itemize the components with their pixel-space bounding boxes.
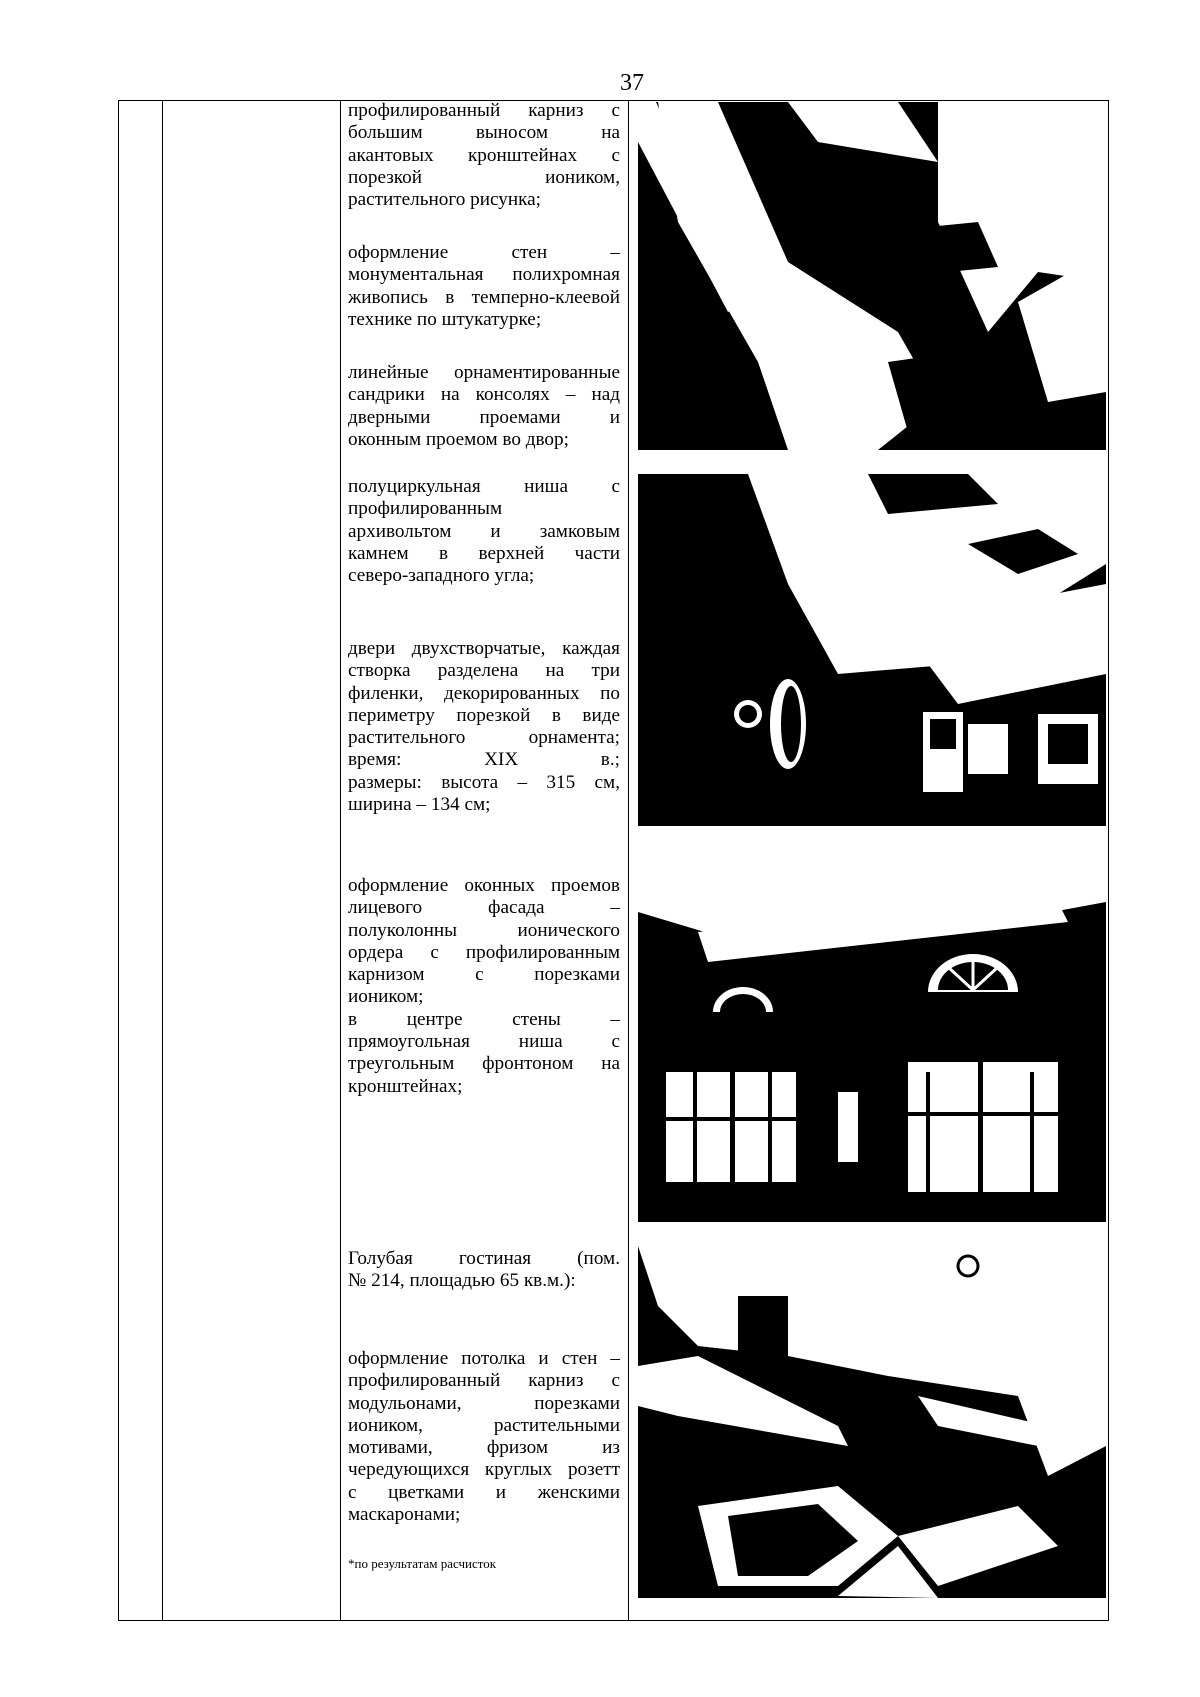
text-line: створка разделена на три <box>348 660 620 682</box>
paragraph-cornice <box>348 100 620 211</box>
text-line: живопись в темперно-клеевой <box>348 286 620 308</box>
text-line: акантовых кронштейнах с <box>348 144 620 166</box>
text-line: чередующихся круглых розетт <box>348 1459 620 1481</box>
text-line: северо-западного угла; <box>348 565 535 587</box>
text-line: маскаронами; <box>348 1504 461 1526</box>
paragraph-ceiling <box>348 1348 620 1526</box>
paragraph-walls <box>348 242 620 331</box>
text-line: мотивами, фризом из <box>348 1437 620 1459</box>
text-line: камнем в верхней части <box>348 542 620 564</box>
text-line: оформление потолка и стен – <box>348 1348 620 1369</box>
column-divider-1 <box>162 100 163 1621</box>
text-line: лицевого фасада – <box>348 897 620 919</box>
column-divider-2 <box>340 100 341 1621</box>
text-line: оформление оконных проемов <box>348 875 620 896</box>
text-line: линейные орнаментированные <box>348 362 620 383</box>
page-number: 37 <box>620 70 644 96</box>
text-line: треугольным фронтоном на <box>348 1053 620 1075</box>
text-line: оформление стен – <box>348 242 620 263</box>
text-line: иоником, растительными <box>348 1414 620 1436</box>
text-line: сандрики на консолях – над <box>348 384 620 406</box>
text-line: с цветками и женскими <box>348 1481 620 1503</box>
photo-windows <box>638 872 1106 1222</box>
text-line: размеры: высота – 315 см, <box>348 771 620 793</box>
text-line: иоником; <box>348 986 424 1008</box>
column-divider-3 <box>628 100 629 1621</box>
paragraph-blue-room <box>348 1248 620 1293</box>
text-line: профилированный карниз с <box>348 100 620 121</box>
paragraph-niche <box>348 476 620 587</box>
text-line: технике по штукатурке; <box>348 308 542 330</box>
footnote: *по результатам расчисток <box>348 1556 497 1571</box>
text-line: монументальная полихромная <box>348 264 620 286</box>
text-line: профилированным <box>348 498 503 520</box>
text-line: большим выносом на <box>348 122 620 144</box>
text-line: полуколонны ионического <box>348 919 620 941</box>
photo-blue-room-ceiling <box>638 1246 1106 1598</box>
text-line: кронштейнах; <box>348 1075 463 1097</box>
text-line: карнизом с порезками <box>348 964 620 986</box>
text-line: ширина – 134 см; <box>348 794 491 816</box>
text-line: ордера с профилированным <box>348 941 620 963</box>
text-line: двери двухстворчатые, каждая <box>348 638 620 659</box>
text-line: филенки, декорированных по <box>348 682 620 704</box>
text-line: полуциркульная ниша с <box>348 476 620 497</box>
text-line: № 214, площадью 65 кв.м.): <box>348 1270 576 1292</box>
text-line: модульонами, порезками <box>348 1392 620 1414</box>
text-line: периметру порезкой в виде <box>348 704 620 726</box>
text-line: дверными проемами и <box>348 406 620 428</box>
paragraph-windows <box>348 875 620 1098</box>
text-line: прямоугольная ниша с <box>348 1031 620 1053</box>
paragraph-doors <box>348 638 620 816</box>
text-line: порезкой иоником, <box>348 166 620 188</box>
text-line: в центре стены – <box>348 1008 620 1030</box>
photo-cornice <box>638 102 1106 450</box>
text-line: Голубая гостиная (пом. <box>348 1248 620 1269</box>
photo-room-niche <box>638 474 1106 826</box>
text-line: время: XIX в.; <box>348 749 620 771</box>
paragraph-sandriks <box>348 362 620 451</box>
text-line: профилированный карниз с <box>348 1370 620 1392</box>
text-line: архивольтом и замковым <box>348 520 620 542</box>
text-line: оконным проемом во двор; <box>348 428 569 450</box>
text-line: растительного рисунка; <box>348 189 542 211</box>
text-line: растительного орнамента; <box>348 727 620 749</box>
